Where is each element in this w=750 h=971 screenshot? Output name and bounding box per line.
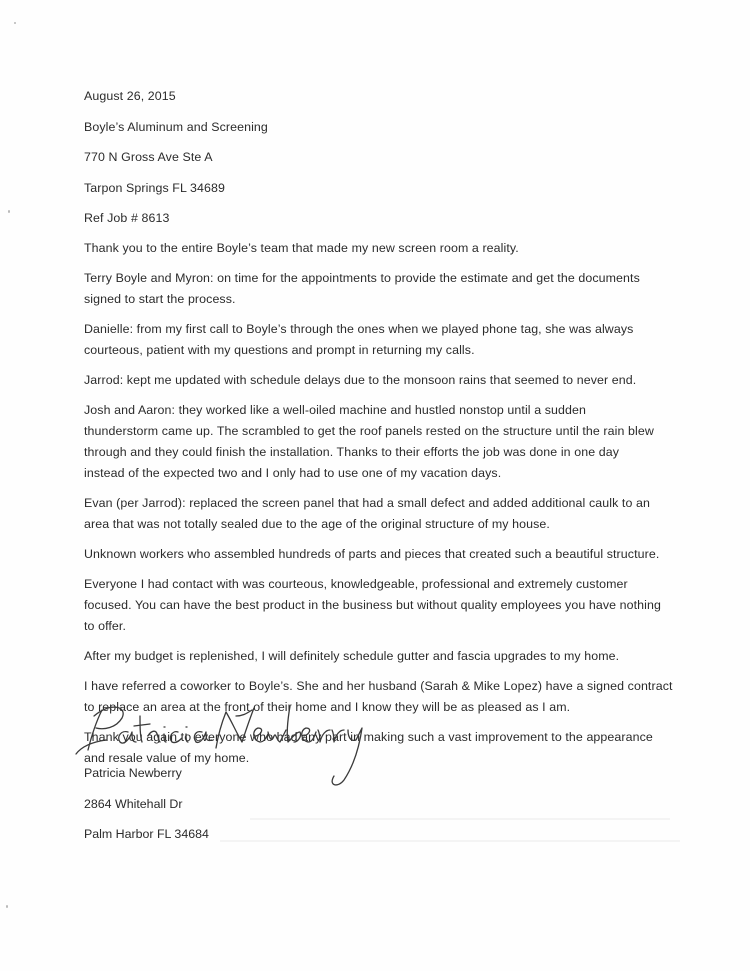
sender-street: 2864 Whitehall Dr <box>84 796 183 811</box>
recipient-street: 770 N Gross Ave Ste A <box>84 150 213 164</box>
recipient-name: Boyle’s Aluminum and Screening <box>84 119 268 134</box>
paragraph: After my budget is replenished, I will definitely schedule gutter and fascia upgrades to my home. <box>84 648 620 663</box>
paragraph: Thank you to the entire Boyle’s team that made my new screen room a reality. <box>84 240 519 255</box>
paragraph: Terry Boyle and Myron: on time for the appointments to provide the estimate and get the documents signed to start the process. <box>84 270 640 306</box>
scan-bleed-through <box>220 840 680 842</box>
paragraph: Jarrod: kept me updated with schedule delays due to the monsoon rains that seemed to never end. <box>84 372 637 387</box>
scan-speck <box>6 905 8 908</box>
paragraph: Danielle: from my first call to Boyle’s through the ones when we played phone tag, she was always courteous, patient with my questions and prompt in returning my calls. <box>84 321 634 357</box>
paragraph: I have referred a coworker to Boyle’s. She and her husband (Sarah & Mike Lopez) have a signed contract to replace an area at the front of their home and I know they will be as pleased as I am. <box>84 678 673 714</box>
letter-body <box>84 86 674 778</box>
reference-line: Ref Job # 8613 <box>84 211 170 225</box>
sender-name: Patricia Newberry <box>84 766 182 780</box>
paragraph: Everyone I had contact with was courteous, knowledgeable, professional and extremely customer focused. You can have the best product in the business but without quality employees you have nothing to offer. <box>84 576 662 633</box>
paragraph: Evan (per Jarrod): replaced the screen panel that had a small defect and added additional caulk to an area that was not totally sealed due to the age of the original structure of my house. <box>84 495 650 531</box>
sender-city: Palm Harbor FL 34684 <box>84 827 209 841</box>
paragraph: Unknown workers who assembled hundreds of parts and pieces that created such a beautiful structure. <box>84 546 660 561</box>
scan-speck <box>14 22 16 24</box>
recipient-city: Tarpon Springs FL 34689 <box>84 180 225 195</box>
paragraph: Josh and Aaron: they worked like a well-oiled machine and hustled nonstop until a sudden thunderstorm came up. The scrambled to get the roof panels rested on the structure until the rain blew through and they could finish the installation. Thanks to their efforts the job was done in one day instead of the expected two and I only had to use one of my vacation days. <box>84 402 654 480</box>
letter-date: August 26, 2015 <box>84 89 176 103</box>
paragraph: Thank you again to everyone who had any part in making such a vast improvement to the appearance and resale value of my home. <box>84 729 653 765</box>
scan-speck <box>8 210 10 213</box>
scan-bleed-through <box>250 818 670 820</box>
signature-block <box>84 763 209 855</box>
